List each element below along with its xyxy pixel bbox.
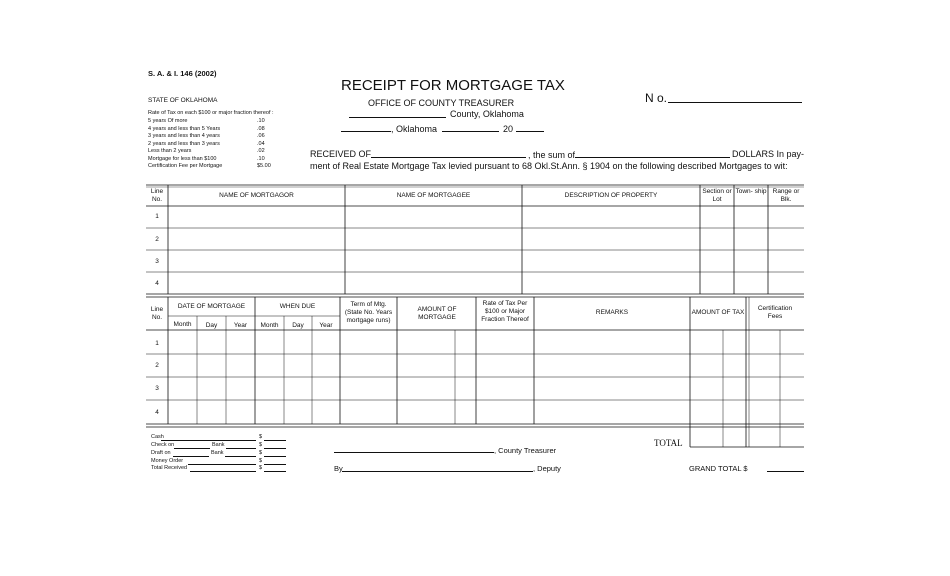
rate-label: Less than 2 years [148,148,192,154]
t1-row-4: 4 [155,280,159,287]
check-label: Check on [151,442,175,448]
cert-fees-header: Certification Fees [757,305,793,320]
rate-value: .04 [257,140,265,147]
money-order-amount-field[interactable] [264,464,286,465]
t2-row-1: 1 [155,340,159,347]
rate-value: .02 [257,148,265,154]
page-title: RECEIPT FOR MORTGAGE TAX [341,77,565,94]
grand-total-label: GRAND TOTAL $ [689,464,748,473]
draft-dollar: $ [259,450,263,456]
t2-row-3: 3 [155,385,159,392]
due-year-header: Year [319,322,333,329]
total-received-label: Total Received [151,465,188,471]
rate-label: Certification Fee per Mortgage [148,163,223,169]
cash-amount-field[interactable] [264,440,286,441]
sum-of-label: , the sum of [528,150,576,160]
rate-header-cell: Rate of Tax Per $100 or Major Fraction Thereof [481,300,529,323]
t2-row-2: 2 [155,362,159,369]
rate-label: Mortgage for less than $100 [148,155,217,162]
total-received-amount-field[interactable] [264,471,286,472]
office-label: OFFICE OF COUNTY TREASURER [368,98,515,108]
rate-label: 4 years and less than 5 Years [148,125,221,132]
grand-total-field[interactable] [767,471,804,472]
rate-value: .10 [257,155,265,162]
total-received-field[interactable] [190,471,256,472]
due-day-header: Day [292,322,304,329]
amount-header: AMOUNT OF MORTGAGE [417,306,457,321]
rate-label: 3 years and less than 4 years [148,133,220,139]
t1-line-no-header: Line No. [150,188,164,203]
property-header: DESCRIPTION OF PROPERTY [564,192,658,199]
state-label: STATE OF OKLAHOMA [148,97,218,104]
total-received-dollar: $ [259,465,263,471]
check-bank-label: Bank [212,442,225,448]
rate-value: $5.00 [257,163,271,169]
dollars-label: DOLLARS In pay- [732,149,805,159]
payment-text: ment of Real Estate Mortgage Tax levied pursuant to 68 Okl.St.Ann. § 1904 on the following described Mortgages to wit: [310,161,788,171]
t1-row-1: 1 [155,213,159,220]
deputy-label: , Deputy [533,464,561,473]
draft-amount-field[interactable] [264,456,286,457]
total-label: TOTAL [654,438,683,448]
check-dollar: $ [259,442,263,448]
draft-label: Draft on [151,450,171,456]
county-label: County, Oklahoma [450,109,524,119]
t1-row-3: 3 [155,258,159,265]
year-header: Year [233,322,248,329]
received-of-label: RECEIVED OF [310,149,372,159]
check-bank-field[interactable] [226,448,256,449]
mortgagee-header: NAME OF MORTGAGEE [396,192,471,199]
rate-value: .08 [257,125,265,132]
oklahoma-label: , Oklahoma [391,124,438,134]
t1-row-2: 2 [155,236,159,243]
due-month-header: Month [260,322,279,329]
cash-label: Cash [151,434,164,440]
year-label: 20 [503,124,514,134]
by-label: By [334,464,343,473]
range-header: Range or Blk. [772,188,800,203]
month-header: Month [173,321,192,328]
check-amount-field[interactable] [264,448,286,449]
treasurer-signature-field[interactable] [334,452,494,453]
draft-bank-field[interactable] [225,456,256,457]
rate-label: 2 years and less than 3 years [148,140,220,147]
money-order-dollar: $ [259,458,263,464]
t2-row-4: 4 [155,409,159,416]
township-header: Town- ship [735,188,767,195]
county-treasurer-label: , County Treasurer [494,446,557,455]
rate-header: Rate of Tax on each $100 or major fraction thereof : [148,110,274,116]
deputy-signature-field[interactable] [342,471,533,472]
draft-field[interactable] [173,456,209,457]
rate-value: .10 [257,118,265,124]
cash-dollar: $ [259,434,263,440]
rate-label: 5 years Of more [148,118,188,124]
form-id: S. A. & I. 146 (2002) [148,69,217,78]
mortgagor-header: NAME OF MORTGAGOR [219,192,294,199]
draft-bank-label: Bank [211,450,224,456]
cash-field[interactable] [161,440,256,441]
remarks-header: REMARKS [595,309,629,316]
t2-line-no-header: Line No. [150,306,164,321]
section-header: Section or Lot [702,188,732,203]
check-field[interactable] [174,448,210,449]
number-label: N o. [645,91,668,105]
money-order-field[interactable] [188,464,256,465]
term-header: Term of Mtg. (State No. Years mortgage runs) [344,301,393,324]
date-of-mortgage-header: DATE OF MORTGAGE [177,303,246,310]
when-due-header: WHEN DUE [279,303,316,310]
amount-tax-header: AMOUNT OF TAX [691,309,745,316]
day-header: Day [205,322,218,329]
money-order-label: Money Order [151,458,184,464]
rate-value: .06 [257,133,265,139]
